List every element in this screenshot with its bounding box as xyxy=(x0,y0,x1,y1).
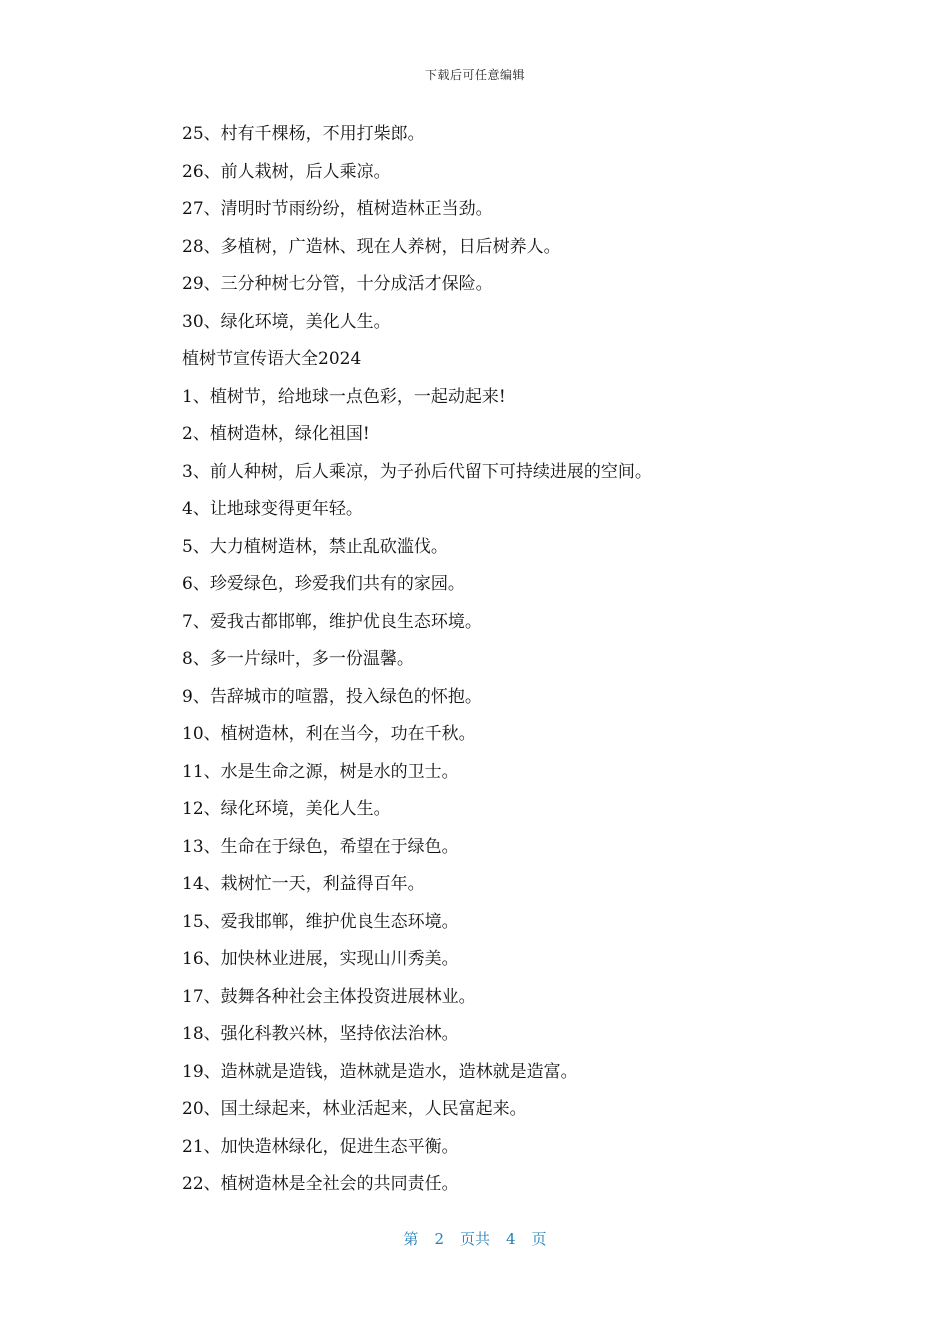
footer-middle: 页共 xyxy=(459,1230,490,1248)
footer-page-number: 2 xyxy=(434,1230,444,1248)
list-item: 2、植树造林，绿化祖国! xyxy=(182,424,370,444)
list-item: 12、绿化环境，美化人生。 xyxy=(182,799,391,819)
page-header: 下载后可任意编辑 xyxy=(424,68,525,82)
document-body xyxy=(182,116,882,1204)
list-item: 29、三分种树七分管，十分成活才保险。 xyxy=(182,274,493,294)
list-item: 6、珍爱绿色，珍爱我们共有的家园。 xyxy=(182,574,465,594)
list-item: 26、前人栽树，后人乘凉。 xyxy=(182,161,391,182)
footer-total-pages: 4 xyxy=(506,1230,516,1248)
list-item: 10、植树造林，利在当今，功在千秋。 xyxy=(182,724,476,744)
list-item: 17、鼓舞各种社会主体投资进展林业。 xyxy=(182,986,476,1007)
footer-prefix: 第 xyxy=(403,1230,419,1248)
list-item: 3、前人种树，后人乘凉，为子孙后代留下可持续进展的空间。 xyxy=(182,461,652,482)
list-item: 11、水是生命之源，树是水的卫士。 xyxy=(182,761,459,782)
page-number-footer xyxy=(0,1228,950,1249)
list-item: 22、植树造林是全社会的共同责任。 xyxy=(182,1174,459,1194)
list-item: 7、爱我古都邯郸，维护优良生态环境。 xyxy=(182,611,482,632)
list-item: 21、加快造林绿化，促进生态平衡。 xyxy=(182,1136,459,1157)
list-item: 9、告辞城市的喧嚣，投入绿色的怀抱。 xyxy=(182,686,482,707)
list-item: 4、让地球变得更年轻。 xyxy=(182,499,363,519)
footer-suffix: 页 xyxy=(531,1230,547,1248)
list-item: 27、清明时节雨纷纷，植树造林正当劲。 xyxy=(182,199,493,219)
list-item: 19、造林就是造钱，造林就是造水，造林就是造富。 xyxy=(182,1061,578,1082)
list-item: 15、爱我邯郸，维护优良生态环境。 xyxy=(182,911,459,932)
list-item: 1、植树节，给地球一点色彩，一起动起来! xyxy=(182,386,506,407)
list-item: 30、绿化环境，美化人生。 xyxy=(182,311,391,332)
list-item: 14、栽树忙一天，利益得百年。 xyxy=(182,874,425,894)
list-item: 18、强化科教兴林，坚持依法治林。 xyxy=(182,1024,459,1044)
section-heading: 植树节宣传语大全2024 xyxy=(182,349,362,369)
list-item: 28、多植树，广造林、现在人养树，日后树养人。 xyxy=(182,236,561,257)
list-item: 20、国土绿起来，林业活起来，人民富起来。 xyxy=(182,1099,527,1119)
list-item: 8、多一片绿叶，多一份温馨。 xyxy=(182,649,414,669)
list-item: 25、村有千棵杨，不用打柴郎。 xyxy=(182,124,425,144)
list-item: 16、加快林业进展，实现山川秀美。 xyxy=(182,949,459,969)
list-item: 13、生命在于绿色，希望在于绿色。 xyxy=(182,836,459,857)
list-item: 5、大力植树造林，禁止乱砍滥伐。 xyxy=(182,536,448,557)
